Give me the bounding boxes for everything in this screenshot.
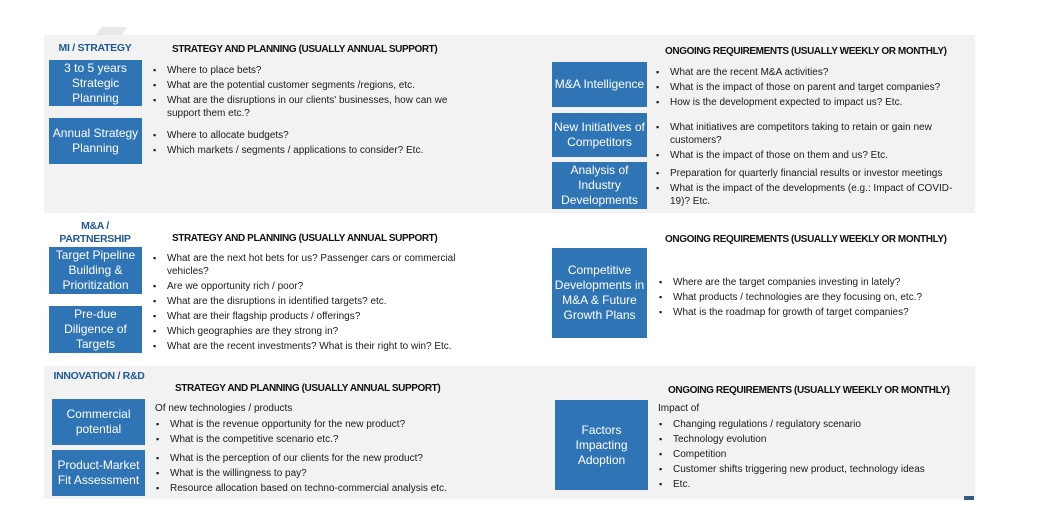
bullet-item: ▪ What is the perception of our clients for the new product? [156, 452, 476, 465]
box-commercial-potential: Commercial potential [52, 399, 145, 445]
bullet-item: ▪ What are their flagship products / offerings? [153, 310, 473, 323]
bullet-item: ▪ Where are the target companies investing in lately? [659, 276, 959, 289]
bullet-list [656, 66, 966, 111]
box-pre-due-diligence: Pre-due Diligence of Targets [49, 306, 142, 353]
bullet-item: ▪ Customer shifts triggering new product, technology ideas [659, 463, 959, 476]
bullet-item: ▪ What is the impact of those on parent and target companies? [656, 81, 966, 94]
box-product-market-fit: Product-Market Fit Assessment [52, 450, 145, 496]
bullet-item: ▪ Where to place bets? [153, 64, 473, 77]
bullet-list [153, 252, 473, 355]
box-annual-strategy: Annual Strategy Planning [49, 118, 142, 164]
intro-text: Of new technologies / products [155, 403, 293, 414]
bullet-item: ▪ Preparation for quarterly financial results or investor meetings [656, 167, 971, 180]
intro-text: Impact of [658, 403, 700, 414]
bullet-item: ▪ Etc. [659, 478, 959, 491]
bullet-item: ▪ Which geographies are they strong in? [153, 325, 473, 338]
bullet-item: ▪ What is the impact of the developments (e.g.: Impact of COVID-19)? Etc. [656, 182, 971, 208]
bullet-list [656, 121, 956, 164]
box-factors-impacting-adoption: Factors Impacting Adoption [555, 400, 648, 490]
bullet-item: ▪ What is the impact of those on them and us? Etc. [656, 149, 956, 162]
bullet-item: ▪ What initiatives are competitors taking to retain or gain new customers? [656, 121, 956, 147]
bullet-item: ▪ What are the next hot bets for us? Passenger cars or commercial vehicles? [153, 252, 473, 278]
bullet-item: ▪ Resource allocation based on techno-commercial analysis etc. [156, 482, 476, 495]
box-target-pipeline: Target Pipeline Building & Prioritization [49, 247, 142, 294]
right-header: ONGOING REQUIREMENTS (USUALLY WEEKLY OR MONTHLY) [668, 385, 950, 396]
left-header: STRATEGY AND PLANNING (USUALLY ANNUAL SUPPORT) [172, 233, 438, 244]
section-label: MI / STRATEGY [58, 42, 132, 54]
corner-accent [964, 496, 974, 500]
left-header: STRATEGY AND PLANNING (USUALLY ANNUAL SUPPORT) [172, 44, 438, 55]
bullet-item: ▪ Technology evolution [659, 433, 959, 446]
box-ma-intelligence: M&A Intelligence [552, 62, 647, 107]
box-competitive-developments: Competitive Developments in M&A & Future Growth Plans [552, 248, 647, 338]
right-header: ONGOING REQUIREMENTS (USUALLY WEEKLY OR MONTHLY) [665, 46, 947, 57]
bullet-item: ▪ Competition [659, 448, 959, 461]
bullet-item: ▪ What are the recent investments? What is their right to win? Etc. [153, 340, 473, 353]
bullet-item: ▪ What is the competitive scenario etc.? [156, 433, 476, 446]
bullet-item: ▪ What are the potential customer segments /regions, etc. [153, 79, 473, 92]
bullet-item: ▪ Are we opportunity rich / poor? [153, 280, 473, 293]
box-new-initiatives: New Initiatives of Competitors [552, 113, 647, 157]
bullet-list [156, 418, 476, 497]
bullet-item: ▪ What is the willingness to pay? [156, 467, 476, 480]
bullet-item: ▪ What are the recent M&A activities? [656, 66, 966, 79]
bullet-list [153, 129, 473, 159]
section-label: INNOVATION / R&D [53, 370, 145, 382]
bullet-item: ▪ Which markets / segments / applications to consider? Etc. [153, 144, 473, 157]
bullet-item: ▪ What products / technologies are they focusing on, etc.? [659, 291, 959, 304]
bullet-item: ▪ What is the revenue opportunity for the new product? [156, 418, 476, 431]
bullet-item: ▪ What are the disruptions in identified targets? etc. [153, 295, 473, 308]
box-industry-developments: Analysis of Industry Developments [552, 162, 647, 209]
bullet-list [659, 418, 959, 493]
right-header: ONGOING REQUIREMENTS (USUALLY WEEKLY OR MONTHLY) [665, 234, 947, 245]
bullet-list [656, 167, 971, 210]
bullet-item: ▪ What are the disruptions in our clients' businesses, how can we support them etc.? [153, 94, 473, 120]
bullet-list [153, 64, 473, 122]
left-header: STRATEGY AND PLANNING (USUALLY ANNUAL SUPPORT) [175, 383, 441, 394]
bullet-list [659, 276, 959, 321]
bullet-item: ▪ What is the roadmap for growth of target companies? [659, 306, 959, 319]
section-label: M&A / PARTNERSHIP [59, 220, 131, 245]
bullet-item: ▪ Where to allocate budgets? [153, 129, 473, 142]
bullet-item: ▪ Changing regulations / regulatory scenario [659, 418, 959, 431]
bullet-item: ▪ How is the development expected to impact us? Etc. [656, 96, 966, 109]
box-strategic-planning: 3 to 5 years Strategic Planning [49, 60, 142, 106]
